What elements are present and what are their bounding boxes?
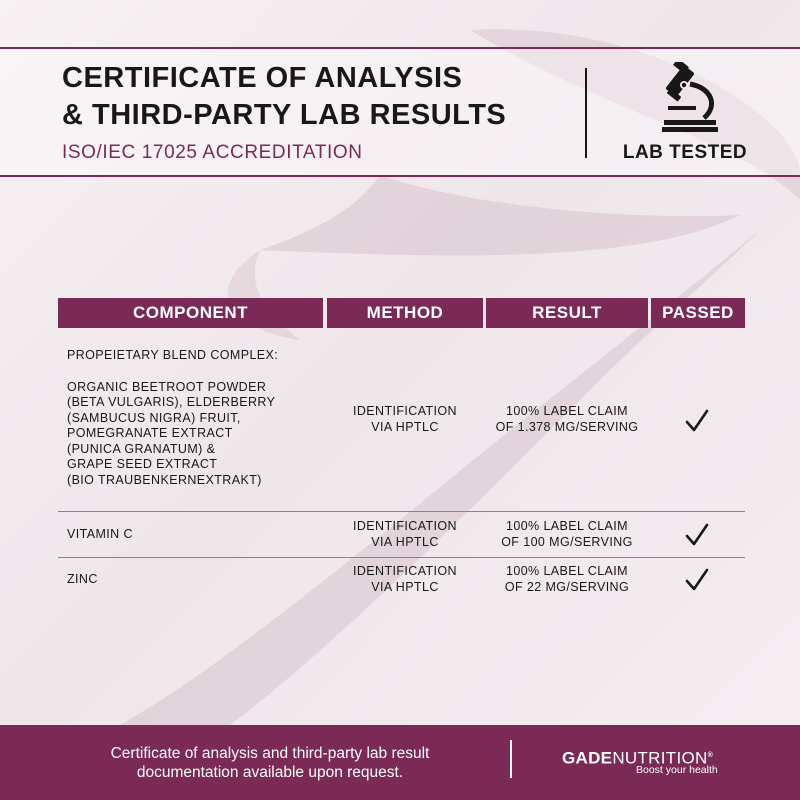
header-divider [585, 68, 587, 158]
method-line: VIA HPTLC [371, 419, 439, 434]
table-row-1-method [335, 404, 475, 435]
component-line: (BIO TRAUBENKERNEXTRAKT) [67, 472, 262, 487]
checkmark-icon [684, 567, 710, 593]
method-line: IDENTIFICATION [353, 404, 457, 418]
footer-divider [510, 740, 512, 778]
table-row-3-result [482, 564, 652, 595]
microscope-icon [660, 62, 720, 132]
table-row-1-result [482, 404, 652, 435]
row-separator [58, 511, 745, 512]
brand-name-part-1: GADE [562, 748, 613, 768]
footer-note-line-1: Certificate of analysis and third-party lab result [110, 745, 430, 762]
footer-note-line-2: documentation available upon request. [136, 764, 404, 781]
brand-name-part-2: NUTRITION [612, 748, 708, 768]
component-heading: PROPEIETARY BLEND COMPLEX: [67, 348, 279, 362]
header-top-rule [0, 47, 800, 49]
table-row-1-component [67, 348, 327, 488]
row-separator [58, 557, 745, 558]
component-line: (BETA VULGARIS), ELDERBERRY [67, 395, 276, 409]
header-bottom-rule [0, 175, 800, 177]
column-header-result: RESULT [486, 298, 648, 328]
component-line: (SAMBUCUS NIGRA) FRUIT, [67, 410, 241, 425]
table-row-3-component: ZINC [67, 572, 98, 586]
result-line: 100% LABEL CLAIM [506, 404, 628, 418]
brand-logo [562, 747, 718, 776]
results-table-header [0, 298, 800, 328]
method-line: IDENTIFICATION [353, 564, 457, 578]
result-line: 100% LABEL CLAIM [506, 519, 628, 533]
title-line-1: CERTIFICATE OF ANALYSIS [62, 62, 463, 94]
component-line: (PUNICA GRANATUM) & [67, 441, 216, 456]
component-line: ORGANIC BEETROOT POWDER [67, 379, 267, 394]
table-row-3-method [335, 564, 475, 595]
column-header-component: COMPONENT [58, 298, 323, 328]
result-line: 100% LABEL CLAIM [506, 564, 628, 578]
component-line: GRAPE SEED EXTRACT [67, 457, 218, 471]
method-line: VIA HPTLC [371, 534, 439, 549]
table-row-2-component: VITAMIN C [67, 527, 133, 541]
result-line: OF 100 MG/SERVING [501, 534, 633, 549]
table-row-2-result [482, 519, 652, 550]
column-header-passed: PASSED [651, 298, 745, 328]
result-line: OF 1.378 MG/SERVING [495, 419, 639, 434]
method-line: IDENTIFICATION [353, 519, 457, 533]
title-line-2: & THIRD-PARTY LAB RESULTS [62, 99, 507, 131]
brand-tagline: Boost your health [636, 764, 718, 776]
lab-tested-label: LAB TESTED [622, 142, 748, 163]
column-header-method: METHOD [327, 298, 483, 328]
method-line: VIA HPTLC [371, 579, 439, 594]
result-line: OF 22 MG/SERVING [504, 579, 630, 594]
accreditation-subtitle: ISO/IEC 17025 ACCREDITATION [62, 142, 363, 163]
footer-note [70, 744, 470, 782]
registered-mark: ® [707, 752, 714, 759]
checkmark-icon [684, 522, 710, 548]
page-title [62, 60, 506, 134]
checkmark-icon [684, 408, 710, 434]
table-row-2-method [335, 519, 475, 550]
component-line: POMEGRANATE EXTRACT [67, 426, 233, 440]
